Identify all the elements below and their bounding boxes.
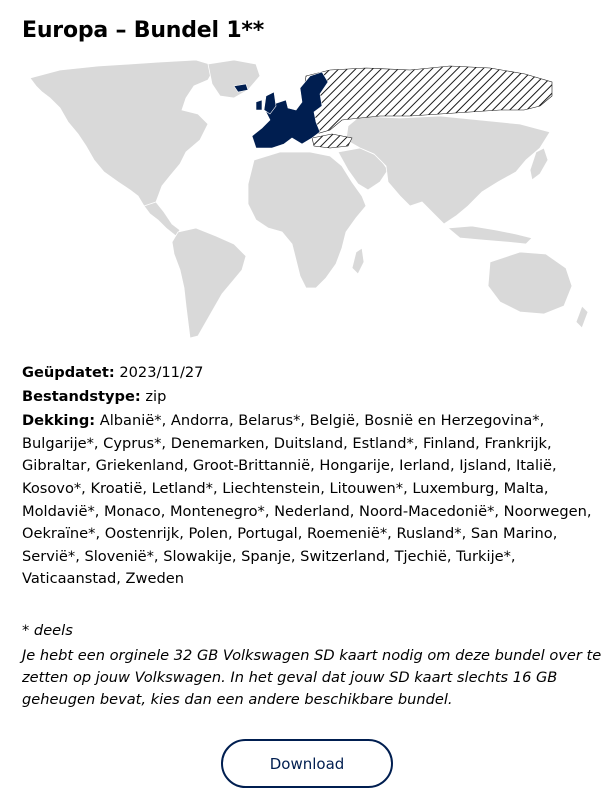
bundle-details xyxy=(22,362,597,592)
updated-label: Geüpdatet: xyxy=(22,364,115,381)
download-button[interactable]: Download xyxy=(221,739,393,788)
map-australia xyxy=(488,252,572,314)
map-africa xyxy=(248,152,366,288)
page-title: Europa – Bundel 1** xyxy=(22,18,265,43)
map-indonesia xyxy=(448,226,532,244)
map-central-america xyxy=(144,202,180,236)
coverage-value: Albanië*, Andorra, Belarus*, België, Bosnië en Herzegovina*, Bulgarije*, Cyprus*, Denemarken, Duitsland, Estland*, Finland, Frankrijk, Gibraltar, Griekenland, Groot-Brittannië, Hongarije, Ierland, Ijsland, Italië, Kosovo*, Kroatië, Letland*, Liechtenstein, Litouwen*, Luxemburg, Malta, Moldavië*, Monaco, Montenegro*, Nederland, Noord-Macedonië*, Noorwegen, Oekraïne*, Oostenrijk, Polen, Portugal, Roemenië*, Rusland*, San Marino, Servië*, Slovenië*, Slowakije, Spanje, Switzerland, Tjechië, Turkije*, Vaticaanstad, Zweden xyxy=(22,412,592,588)
coverage-row xyxy=(22,410,597,591)
filetype-value: zip xyxy=(145,388,167,406)
requirement-note: Je hebt een orginele 32 GB Volkswagen SD kaart nodig om deze bundel over te zetten op jouw Volkswagen. In het geval dat jouw SD kaart slechts 16 GB geheugen bevat, kies dan een andere beschikbare bundel. xyxy=(22,647,602,708)
updated-row xyxy=(22,362,597,385)
filetype-row xyxy=(22,386,597,409)
map-north-america xyxy=(30,60,216,214)
map-greenland xyxy=(208,60,260,98)
coverage-label: Dekking: xyxy=(22,412,96,430)
map-madagascar xyxy=(352,248,364,274)
map-south-america xyxy=(172,228,246,338)
world-coverage-map xyxy=(20,56,595,341)
updated-value: 2023/11/27 xyxy=(119,364,204,381)
filetype-label: Bestandstype: xyxy=(22,388,141,406)
bundle-notes xyxy=(22,620,602,714)
partial-note: * deels xyxy=(22,622,73,639)
map-ireland-coverage xyxy=(256,100,262,110)
map-turkey-partial xyxy=(312,134,352,148)
map-europe-coverage xyxy=(252,72,328,148)
map-new-zealand xyxy=(576,306,588,328)
